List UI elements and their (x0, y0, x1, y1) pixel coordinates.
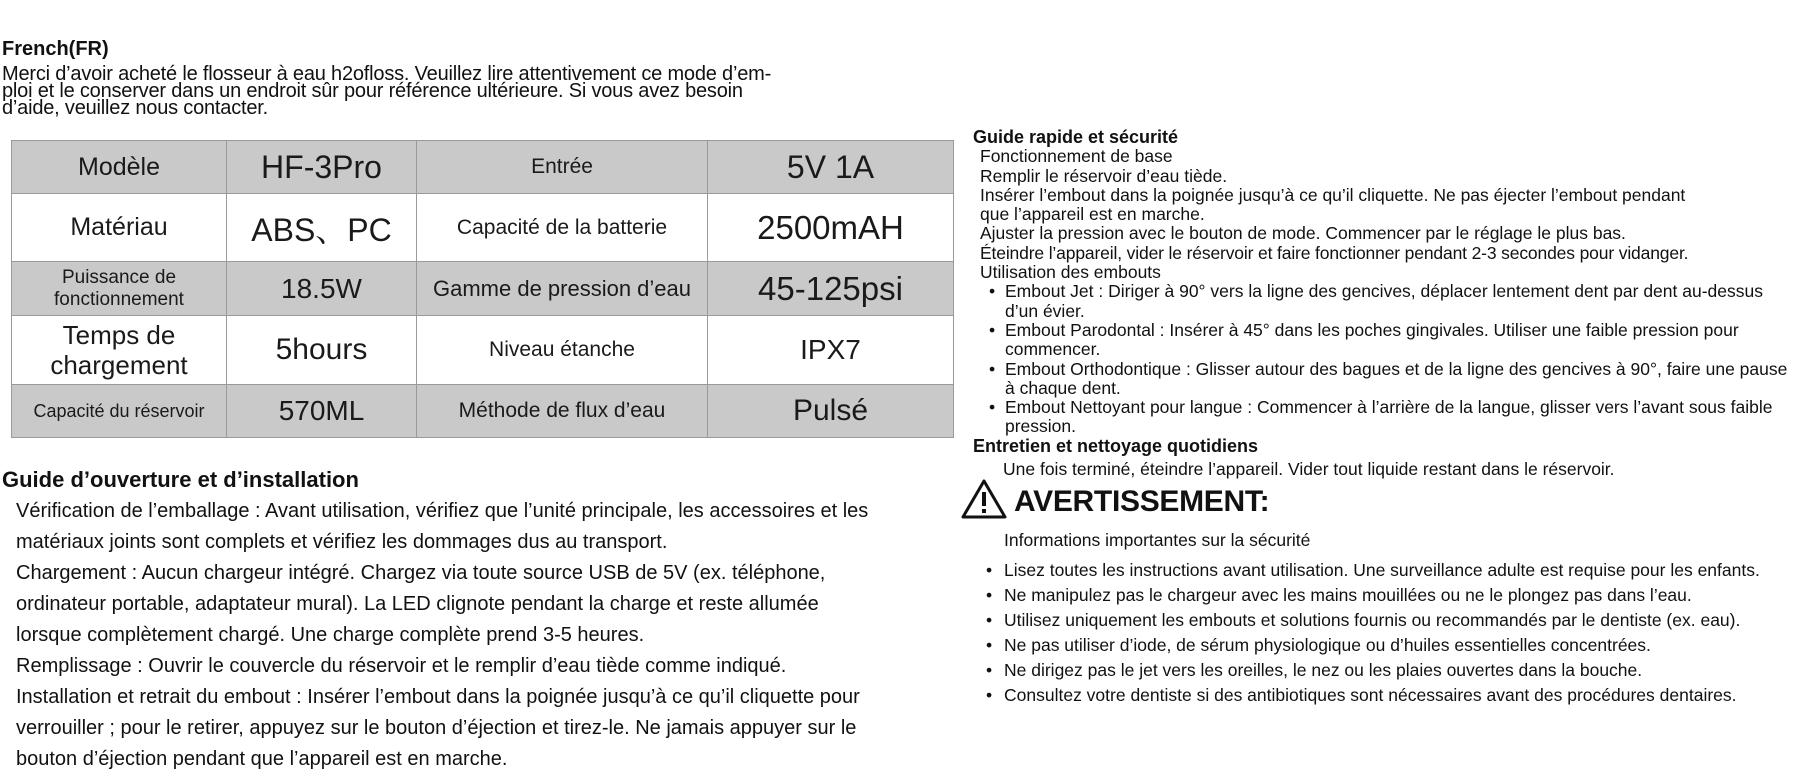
table-row (12, 316, 954, 385)
warning-triangle-icon (960, 478, 1008, 525)
basic-line: Remplir le réservoir d’eau tiède. (980, 165, 1228, 186)
install-line: ordinateur portable, adaptateur mural). La LED clignote pendant la charge et reste allumée (16, 593, 819, 615)
install-line: Installation et retrait du embout : Insérer l’embout dans la poignée jusqu’à ce qu’il cliquette pour (16, 686, 860, 708)
list-item: • Utilisez uniquement les embouts et solutions fournis ou recommandés par le dentiste (ex. eau). (984, 608, 1796, 633)
intro-line: d’aide, veuillez nous contacter. (2, 97, 268, 119)
install-line: bouton d’éjection pendant que l’appareil est en marche. (16, 748, 508, 770)
list-item: • Embout Nettoyant pour langue : Commencer à l’arrière de la langue, glisser vers l’avant sous faible pression. (983, 398, 1793, 437)
spec-value: IPX7 (708, 316, 954, 385)
intro-text (2, 63, 962, 119)
list-item: • Embout Parodontal : Insérer à 45° dans les poches gingivales. Utiliser une faible pression pour commencer. (983, 321, 1793, 360)
install-line: Vérification de l’emballage : Avant utilisation, vérifiez que l’unité principale, les accessoires et les (16, 500, 869, 522)
install-line: verrouiller ; pour le retirer, appuyez sur le bouton d’éjection et tirez-le. Ne jamais appuyer sur le (16, 717, 857, 739)
care-text: Une fois terminé, éteindre l’appareil. Vider tout liquide restant dans le réservoir. (1003, 459, 1615, 480)
quick-guide-title: Guide rapide et sécurité (973, 127, 1179, 147)
spec-value: HF-3Pro (227, 141, 417, 194)
spec-value: 45-125psi (708, 262, 954, 316)
list-item: • Embout Jet : Diriger à 90° vers la ligne des gencives, déplacer lentement dent par dent au-dessus d’un évier. (983, 282, 1793, 321)
list-item: • Ne dirigez pas le jet vers les oreilles, le nez ou les plaies ouvertes dans la bouche. (984, 658, 1796, 683)
basic-line: Ajuster la pression avec le bouton de mode. Commencer par le réglage le plus bas. (980, 223, 1626, 244)
language-heading: French(FR) (2, 38, 109, 60)
quick-guide (973, 128, 1793, 479)
spec-label: Capacité de la batterie (417, 194, 708, 262)
install-line: lorsque complètement chargé. Une charge complète prend 3-5 heures. (16, 624, 645, 646)
warning-subtitle: Informations importantes sur la sécurité (1004, 530, 1311, 550)
list-item: • Ne manipulez pas le chargeur avec les mains mouillées ou ne le plongez pas dans l’eau. (984, 583, 1796, 608)
spec-value: ABS、PC (227, 194, 417, 262)
warning-list (984, 558, 1796, 708)
table-row (12, 194, 954, 262)
spec-table (11, 140, 954, 438)
spec-label: Capacité du réservoir (12, 385, 227, 438)
install-line: Remplissage : Ouvrir le couvercle du réservoir et le remplir d’eau tiède comme indiqué. (16, 655, 787, 677)
tips-list (973, 282, 1793, 436)
table-row (12, 262, 954, 316)
basic-line: Éteindre l’appareil, vider le réservoir et faire fonctionner pendant 2-3 secondes pour vidanger. (980, 242, 1689, 263)
spec-value: Pulsé (708, 385, 954, 438)
basic-operation (973, 147, 1793, 282)
install-text (16, 496, 966, 775)
spec-value: 5V 1A (708, 141, 954, 194)
spec-value: 570ML (227, 385, 417, 438)
spec-label: Gamme de pression d’eau (417, 262, 708, 316)
intro-line: ploi et le conserver dans un endroit sûr pour référence ultérieure. Si vous avez besoin (2, 80, 743, 102)
tips-heading: Utilisation des embouts (980, 262, 1161, 283)
install-line: matériaux joints sont complets et vérifiez les dommages dus au transport. (16, 531, 668, 553)
basic-line: Insérer l’embout dans la poignée jusqu’à ce qu’il cliquette. Ne pas éjecter l’embout pendant (980, 184, 1686, 205)
install-heading: Guide d’ouverture et d’installation (2, 467, 359, 492)
spec-label: Modèle (12, 141, 227, 194)
list-item: • Consultez votre dentiste si des antibiotiques sont nécessaires avant des procédures dentaires. (984, 683, 1796, 708)
table-row (12, 141, 954, 194)
spec-label: Matériau (12, 194, 227, 262)
spec-value: 5hours (227, 316, 417, 385)
spec-label: Puissance de fonctionnement (12, 262, 227, 316)
install-line: Chargement : Aucun chargeur intégré. Chargez via toute source USB de 5V (ex. téléphone, (16, 562, 826, 584)
spec-value: 18.5W (227, 262, 417, 316)
list-item: • Lisez toutes les instructions avant utilisation. Une surveillance adulte est requise pour les enfants. (984, 558, 1796, 583)
spec-label: Temps de chargement (12, 316, 227, 385)
warning-title: AVERTISSEMENT: (1014, 484, 1270, 518)
warning-header (960, 478, 1269, 525)
spec-value: 2500mAH (708, 194, 954, 262)
spec-label: Niveau étanche (417, 316, 708, 385)
care-heading: Entretien et nettoyage quotidiens (973, 435, 1259, 456)
table-row (12, 385, 954, 438)
basic-heading: Fonctionnement de base (980, 146, 1173, 167)
spec-label: Entrée (417, 141, 708, 194)
list-item: • Embout Orthodontique : Glisser autour des bagues et de la ligne des gencives à 90°, faire une pause à chaque dent. (983, 360, 1793, 399)
basic-line: que l’appareil est en marche. (980, 204, 1205, 225)
intro-line: Merci d’avoir acheté le flosseur à eau h2ofloss. Veuillez lire attentivement ce mode d’em- (2, 63, 772, 85)
list-item: • Ne pas utiliser d’iode, de sérum physiologique ou d’huiles essentielles concentrées. (984, 633, 1796, 658)
spec-label: Méthode de flux d’eau (417, 385, 708, 438)
